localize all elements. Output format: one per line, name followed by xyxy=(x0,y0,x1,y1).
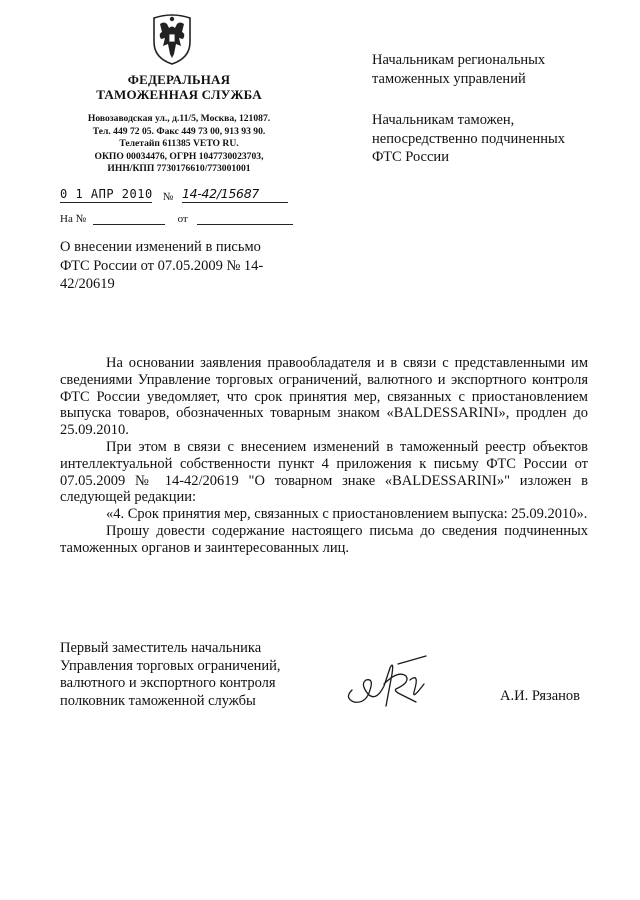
org-name-line-1: ФЕДЕРАЛЬНАЯ xyxy=(127,72,231,87)
registration-date-row xyxy=(60,188,288,203)
reference-row xyxy=(60,210,293,225)
signatory-position xyxy=(60,640,320,710)
signatory-position-line-3: валютного и экспортного контроля xyxy=(60,675,276,691)
registration-number-label: № xyxy=(162,191,174,203)
org-inn: ИНН/КПП 7730176610/773001001 xyxy=(107,163,251,174)
letter-subject: О внесении изменений в письмо ФТС России от 07.05.2009 № 14-42/20619 xyxy=(60,239,264,292)
signatory-position-line-4: полковник таможенной службы xyxy=(60,692,256,709)
double-headed-eagle-emblem-icon xyxy=(150,12,194,66)
org-address: Новозаводская ул., д.11/5, Москва, 121087. xyxy=(87,113,271,124)
reference-number-label: На № xyxy=(60,213,87,225)
body-paragraph-2: При этом в связи с внесением изменений в таможенный реестр объектов интеллектуальной собственности пункт 4 приложения к письму ФТС России от 07.05.2009 № 14-42/20619 "О товарном знаке «BALDESSARINI»" изложен в следующей редакции: xyxy=(60,438,588,506)
registration-number-handwritten: 14-42/15687 xyxy=(182,186,259,201)
registration-number-field xyxy=(182,188,288,203)
letter-body xyxy=(60,355,588,557)
org-codes: ОКПО 00034476, ОГРН 1047730023703, xyxy=(94,150,264,162)
signatory-name: А.И. Рязанов xyxy=(500,688,581,704)
org-teletype: Телетайп 611385 VETO RU. xyxy=(119,138,239,149)
registration-date-stamp: 0 1 АПР 2010 xyxy=(60,187,153,201)
reference-date-field xyxy=(197,210,293,225)
addressee-regional-administrations: Начальникам региональных таможенных управлений xyxy=(372,52,546,87)
reference-number-field xyxy=(93,210,165,225)
org-phones: Тел. 449 72 05. Факс 449 73 00, 913 93 90. xyxy=(92,125,266,137)
registration-date-field xyxy=(60,188,152,203)
org-name-line-2: ТАМОЖЕННАЯ СЛУЖБА xyxy=(96,87,262,102)
addressee-customs-houses: Начальникам таможен, непосредственно подчиненных ФТС России xyxy=(372,112,565,165)
body-paragraph-1: На основании заявления правообладателя и в связи с представленными им сведениями Управление торговых ограничений, валютного и экспортного контроля ФТС России уведомляет, что срок принятия мер, связанных с приостановлением выпуска товаров, обозначенных товарным знаком «BALDESSARINI», продлен до 25.09.2010. xyxy=(60,355,588,439)
reference-from-label: от xyxy=(177,213,188,225)
signatory-position-line-1: Первый заместитель начальника xyxy=(60,640,262,656)
body-paragraph-3: «4. Срок принятия мер, связанных с приостановлением выпуска: 25.09.2010». xyxy=(106,506,588,523)
body-paragraph-4: Прошу довести содержание настоящего письма до сведения подчиненных таможенных органов и заинтересованных лиц. xyxy=(60,522,588,556)
handwritten-signature-icon xyxy=(340,650,450,720)
signatory-position-line-2: Управления торговых ограничений, xyxy=(60,657,281,674)
